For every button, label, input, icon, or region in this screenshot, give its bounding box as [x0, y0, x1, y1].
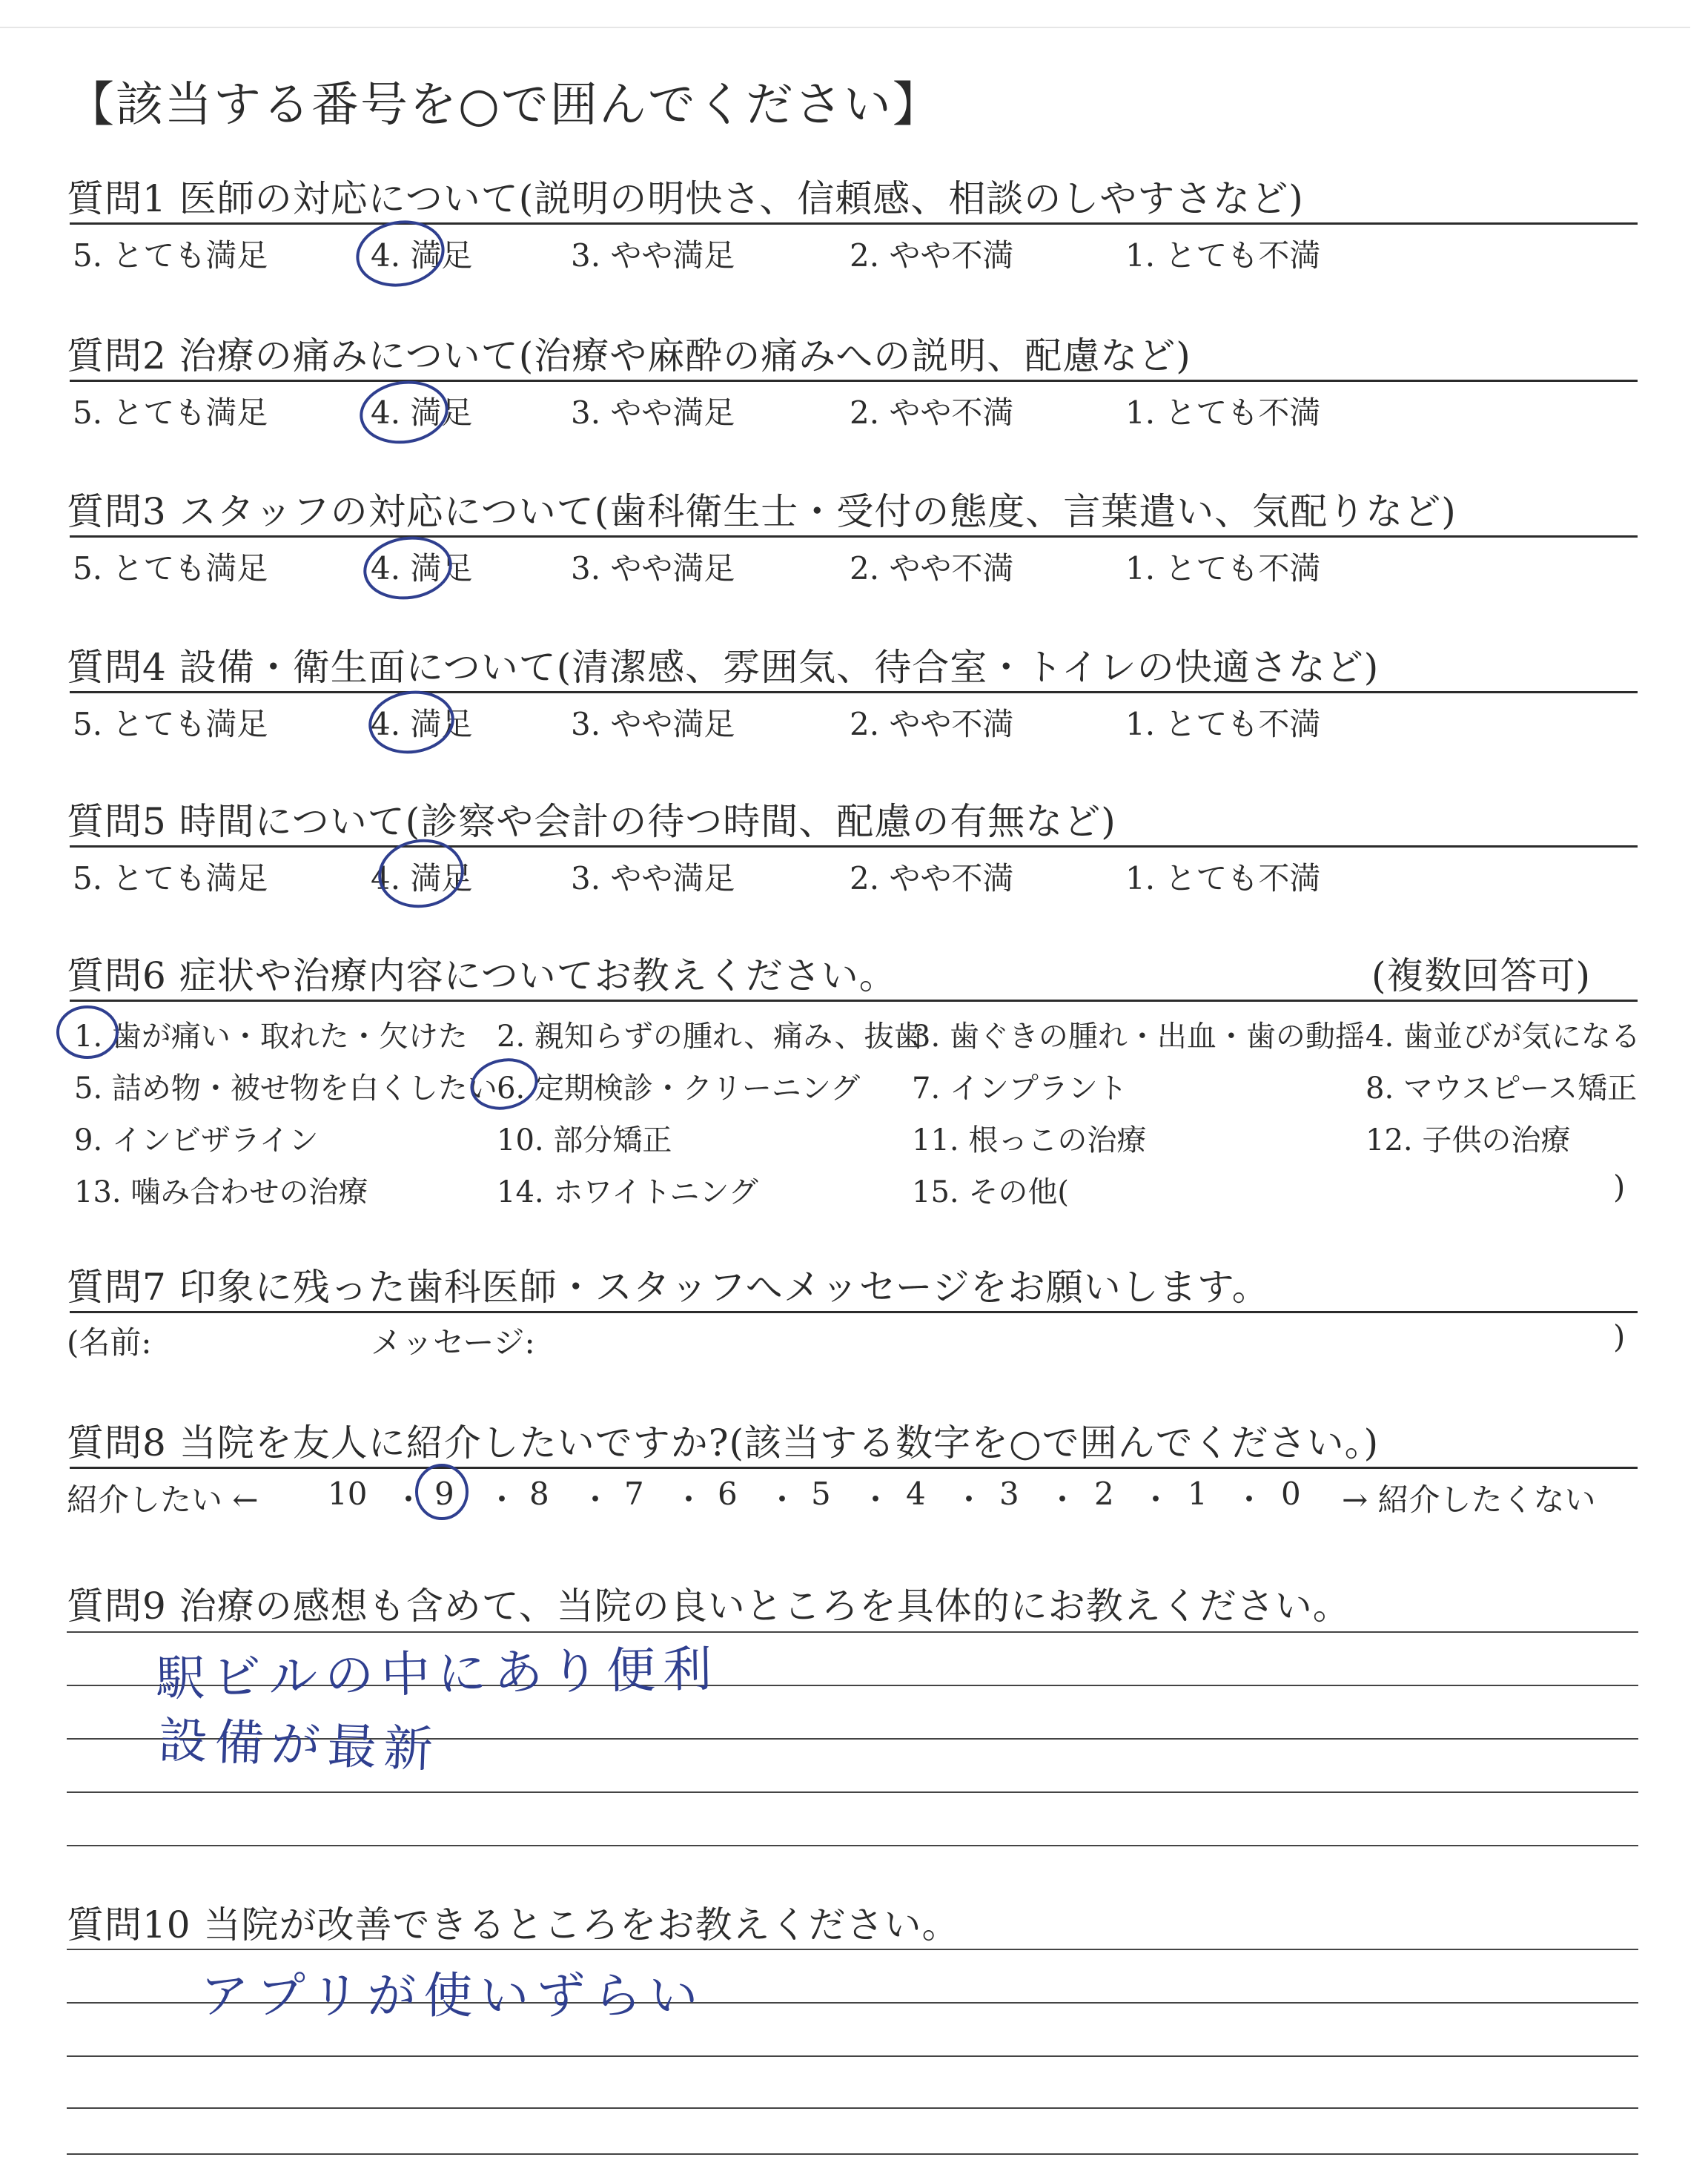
- question-8: [67, 1413, 1638, 1532]
- form-heading: 【該当する番号を○で囲んでください】: [67, 78, 941, 133]
- q5-option-5[interactable]: 5. とても満足: [73, 860, 268, 896]
- q8-dot: ・: [1047, 1482, 1079, 1518]
- q10-write-line: [67, 2107, 1638, 2109]
- q6-item-4[interactable]: 4. 歯並びが気になる: [1366, 1020, 1641, 1054]
- q8-value-4[interactable]: 4: [906, 1476, 926, 1512]
- q1-option-5[interactable]: 5. とても満足: [73, 237, 268, 274]
- q6-item-6[interactable]: 6. 定期検診・クリーニング: [497, 1071, 861, 1106]
- q1-option-4[interactable]: 4. 満足: [371, 237, 473, 274]
- question-2-title: 質問2 治療の痛みについて(治療や麻酔の痛みへの説明、配慮など): [67, 334, 1191, 377]
- question-6-note: (複数回答可): [1371, 954, 1592, 997]
- q3-option-4[interactable]: 4. 満足: [371, 550, 473, 587]
- question-3: [67, 482, 1638, 630]
- question-5-title: 質問5 時間について(診察や会計の待つ時間、配慮の有無など): [67, 800, 1116, 843]
- q8-dot: ・: [673, 1482, 705, 1518]
- q6-item-10[interactable]: 10. 部分矯正: [497, 1123, 672, 1157]
- q2-option-1[interactable]: 1. とても不満: [1125, 394, 1321, 431]
- q2-option-4[interactable]: 4. 満足: [371, 394, 473, 431]
- q6-item-7[interactable]: 7. インプラント: [912, 1071, 1128, 1106]
- q1-option-3[interactable]: 3. やや満足: [571, 237, 735, 274]
- q8-value-5[interactable]: 5: [811, 1476, 831, 1512]
- q4-option-2[interactable]: 2. やや不満: [850, 706, 1014, 742]
- q6-other-close-paren: ): [1613, 1169, 1626, 1205]
- q9-handwritten-line-2: 設備が最新: [157, 1711, 442, 1779]
- q8-dot: ・: [767, 1482, 798, 1518]
- question-2-rule: [70, 380, 1638, 382]
- question-7-rule: [70, 1311, 1638, 1313]
- question-1: [67, 169, 1638, 317]
- q7-close-paren: ): [1613, 1318, 1626, 1355]
- q8-dot: ・: [953, 1482, 985, 1518]
- question-3-rule: [70, 535, 1638, 538]
- q8-value-1[interactable]: 1: [1188, 1476, 1208, 1512]
- question-5-rule: [70, 845, 1638, 848]
- q3-option-3[interactable]: 3. やや満足: [571, 550, 735, 587]
- q8-dot: ・: [486, 1482, 518, 1518]
- q6-item-2[interactable]: 2. 親知らずの腫れ、痛み、抜歯: [497, 1020, 924, 1054]
- question-5: [67, 792, 1638, 940]
- question-6-title: 質問6 症状や治療内容についてお教えください。: [67, 954, 897, 997]
- q8-value-9[interactable]: 9: [434, 1476, 454, 1512]
- q6-item-8[interactable]: 8. マウスピース矯正: [1366, 1071, 1638, 1106]
- question-3-title: 質問3 スタッフの対応について(歯科衛生士・受付の態度、言葉遣い、気配りなど): [67, 490, 1457, 533]
- q8-dot: ・: [860, 1482, 892, 1518]
- q8-dot: ・: [393, 1482, 425, 1518]
- question-7: [67, 1258, 1638, 1376]
- question-4: [67, 638, 1638, 786]
- q8-dot: ・: [1234, 1482, 1265, 1518]
- q7-name-label: (名前:: [67, 1324, 152, 1361]
- question-8-rule: [70, 1467, 1638, 1469]
- q3-option-2[interactable]: 2. やや不満: [850, 550, 1014, 587]
- question-8-title: 質問8 当院を友人に紹介したいですか?(該当する数字を○で囲んでください。): [67, 1421, 1380, 1464]
- q8-value-7[interactable]: 7: [624, 1476, 644, 1512]
- q4-option-1[interactable]: 1. とても不満: [1125, 706, 1321, 742]
- q10-write-line: [67, 2153, 1638, 2155]
- q9-write-line: [67, 1631, 1638, 1633]
- q3-option-5[interactable]: 5. とても満足: [73, 550, 268, 587]
- q8-dot: ・: [1140, 1482, 1172, 1518]
- q10-write-line: [67, 1949, 1638, 1950]
- q5-option-2[interactable]: 2. やや不満: [850, 860, 1014, 896]
- q10-handwritten-line-1: アプリが使いずらい: [200, 1967, 706, 2024]
- q8-value-8[interactable]: 8: [529, 1476, 549, 1512]
- q7-message-label: メッセージ:: [371, 1324, 535, 1361]
- q8-right-label: → 紹介したくない: [1342, 1482, 1596, 1518]
- q4-option-3[interactable]: 3. やや満足: [571, 706, 735, 742]
- q1-option-2[interactable]: 2. やや不満: [850, 237, 1014, 274]
- q4-option-4[interactable]: 4. 満足: [371, 706, 473, 742]
- q8-value-0[interactable]: 0: [1281, 1476, 1301, 1512]
- q2-option-3[interactable]: 3. やや満足: [571, 394, 735, 431]
- top-edge-rule: [0, 27, 1690, 28]
- q8-value-3[interactable]: 3: [999, 1476, 1019, 1512]
- q9-write-line: [67, 1791, 1638, 1793]
- q8-value-2[interactable]: 2: [1094, 1476, 1114, 1512]
- q6-item-5[interactable]: 5. 詰め物・被せ物を白くしたい: [74, 1071, 497, 1106]
- q6-item-13[interactable]: 13. 噛み合わせの治療: [74, 1175, 368, 1209]
- q5-option-3[interactable]: 3. やや満足: [571, 860, 735, 896]
- q9-write-line: [67, 1845, 1638, 1846]
- q6-item-12[interactable]: 12. 子供の治療: [1366, 1123, 1571, 1157]
- question-6: [67, 946, 1641, 1235]
- q1-option-1[interactable]: 1. とても不満: [1125, 237, 1321, 274]
- q4-option-5[interactable]: 5. とても満足: [73, 706, 268, 742]
- question-9-title: 質問9 治療の感想も含めて、当院の良いところを具体的にお教えください。: [67, 1585, 1351, 1628]
- question-6-rule: [70, 1000, 1638, 1002]
- q6-item-11[interactable]: 11. 根っこの治療: [912, 1123, 1147, 1157]
- q6-item-1[interactable]: 1. 歯が痛い・取れた・欠けた: [74, 1020, 468, 1054]
- q8-value-10[interactable]: 10: [328, 1476, 368, 1512]
- q5-option-4[interactable]: 4. 満足: [371, 860, 473, 896]
- q6-item-15-other[interactable]: 15. その他(: [912, 1175, 1069, 1209]
- q9-handwritten-line-1: 駅ビルの中にあり便利: [155, 1640, 720, 1708]
- q5-option-1[interactable]: 1. とても不満: [1125, 860, 1321, 896]
- q6-item-3[interactable]: 3. 歯ぐきの腫れ・出血・歯の動揺: [912, 1020, 1365, 1054]
- question-1-rule: [70, 222, 1638, 225]
- q3-option-1[interactable]: 1. とても不満: [1125, 550, 1321, 587]
- q6-item-9[interactable]: 9. インビザライン: [74, 1123, 319, 1157]
- q8-left-label: 紹介したい ←: [67, 1482, 259, 1518]
- q10-write-line: [67, 2055, 1638, 2057]
- q2-option-2[interactable]: 2. やや不満: [850, 394, 1014, 431]
- q8-value-6[interactable]: 6: [718, 1476, 738, 1512]
- q2-option-5[interactable]: 5. とても満足: [73, 394, 268, 431]
- question-2: [67, 326, 1638, 475]
- question-7-title: 質問7 印象に残った歯科医師・スタッフへメッセージをお願いします。: [67, 1266, 1270, 1309]
- question-1-title: 質問1 医師の対応について(説明の明快さ、信頼感、相談のしやすさなど): [67, 177, 1304, 220]
- q8-dot: ・: [580, 1482, 612, 1518]
- question-4-rule: [70, 691, 1638, 693]
- question-10-title: 質問10 当院が改善できるところをお教えください。: [67, 1903, 960, 1946]
- q6-item-14[interactable]: 14. ホワイトニング: [497, 1175, 758, 1209]
- question-4-title: 質問4 設備・衛生面について(清潔感、雰囲気、待合室・トイレの快適さなど): [67, 646, 1380, 689]
